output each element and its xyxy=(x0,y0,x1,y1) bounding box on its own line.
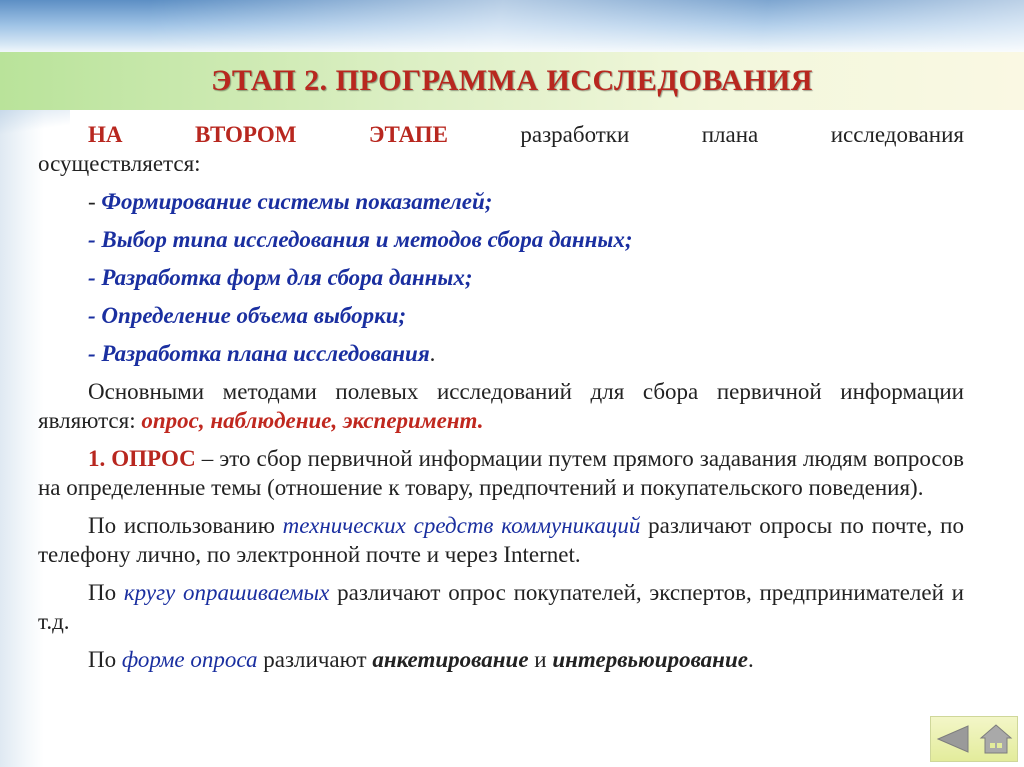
intro-continuation: осуществляется: xyxy=(38,151,201,176)
form-end: . xyxy=(747,647,754,672)
survey-text: – это сбор первичной информации путем прямого задавания людям вопросов на определенные темы (отношение к товару, предпочтений и покупательского поведения). xyxy=(38,446,964,500)
list-item xyxy=(38,301,964,330)
circle-pre: По xyxy=(88,580,124,605)
home-button[interactable] xyxy=(978,722,1014,756)
list-item xyxy=(38,263,964,292)
form-b2: интервьюирование xyxy=(552,647,748,672)
methods-highlight: опрос, наблюдение, эксперимент. xyxy=(141,408,484,433)
list-dash: - xyxy=(88,265,102,290)
methods-text: Основными методами полевых исследований для сбора первичной информации являются: xyxy=(38,379,964,433)
comm-post: различают опросы по почте, по телефону лично, по электронной почте и через Internet. xyxy=(38,513,964,567)
list-item xyxy=(38,339,964,368)
circle-term: кругу опрашиваемых xyxy=(123,580,330,605)
list-item-text: Формирование системы показателей; xyxy=(101,189,493,214)
list-item-end: . xyxy=(429,341,436,366)
header-decor-band xyxy=(0,0,1024,56)
intro-word-5: плана xyxy=(701,122,759,147)
form-mid: различают xyxy=(257,647,373,672)
intro-word-2: ВТОРОМ xyxy=(194,122,297,147)
intro-line xyxy=(38,120,964,149)
form-paragraph xyxy=(38,645,964,674)
methods-paragraph xyxy=(38,377,964,435)
navigation-panel xyxy=(930,716,1018,762)
slide-title: ЭТАП 2. ПРОГРАММА ИССЛЕДОВАНИЯ xyxy=(211,64,813,97)
list-item xyxy=(38,187,964,216)
form-term: форме опроса xyxy=(121,647,258,672)
circle-paragraph xyxy=(38,578,964,636)
list-dash: - xyxy=(88,341,102,366)
list-item-text: Выбор типа исследования и методов сбора данных; xyxy=(101,227,633,252)
back-arrow-icon xyxy=(936,724,970,754)
intro-word-1: НА xyxy=(88,122,123,147)
circle-post: различают опрос покупателей, экспертов, предпринимателей и т.д. xyxy=(38,580,964,634)
title-bar xyxy=(0,52,1024,110)
form-and: и xyxy=(528,647,553,672)
list-item-text: Определение объема выборки; xyxy=(101,303,407,328)
form-pre: По xyxy=(88,647,122,672)
survey-label: 1. ОПРОС xyxy=(88,446,196,471)
list-item-text: Разработка форм для сбора данных; xyxy=(101,265,473,290)
list-dash: - xyxy=(88,227,102,252)
list-dash: - xyxy=(88,189,102,214)
intro-word-3: ЭТАПЕ xyxy=(368,122,448,147)
survey-paragraph xyxy=(38,444,964,502)
back-button[interactable] xyxy=(935,722,971,756)
list-dash: - xyxy=(88,303,102,328)
intro-word-4: разработки xyxy=(520,122,630,147)
comm-pre: По использованию xyxy=(88,513,283,538)
slide-content xyxy=(38,120,964,674)
home-icon xyxy=(979,723,1013,755)
intro-word-6: исследования xyxy=(830,122,964,147)
list-item-text: Разработка плана исследования xyxy=(101,341,430,366)
form-b1: анкетирование xyxy=(372,647,529,672)
list-item xyxy=(38,225,964,254)
comm-term: технических средств коммуникаций xyxy=(282,513,641,538)
comm-paragraph xyxy=(38,511,964,569)
